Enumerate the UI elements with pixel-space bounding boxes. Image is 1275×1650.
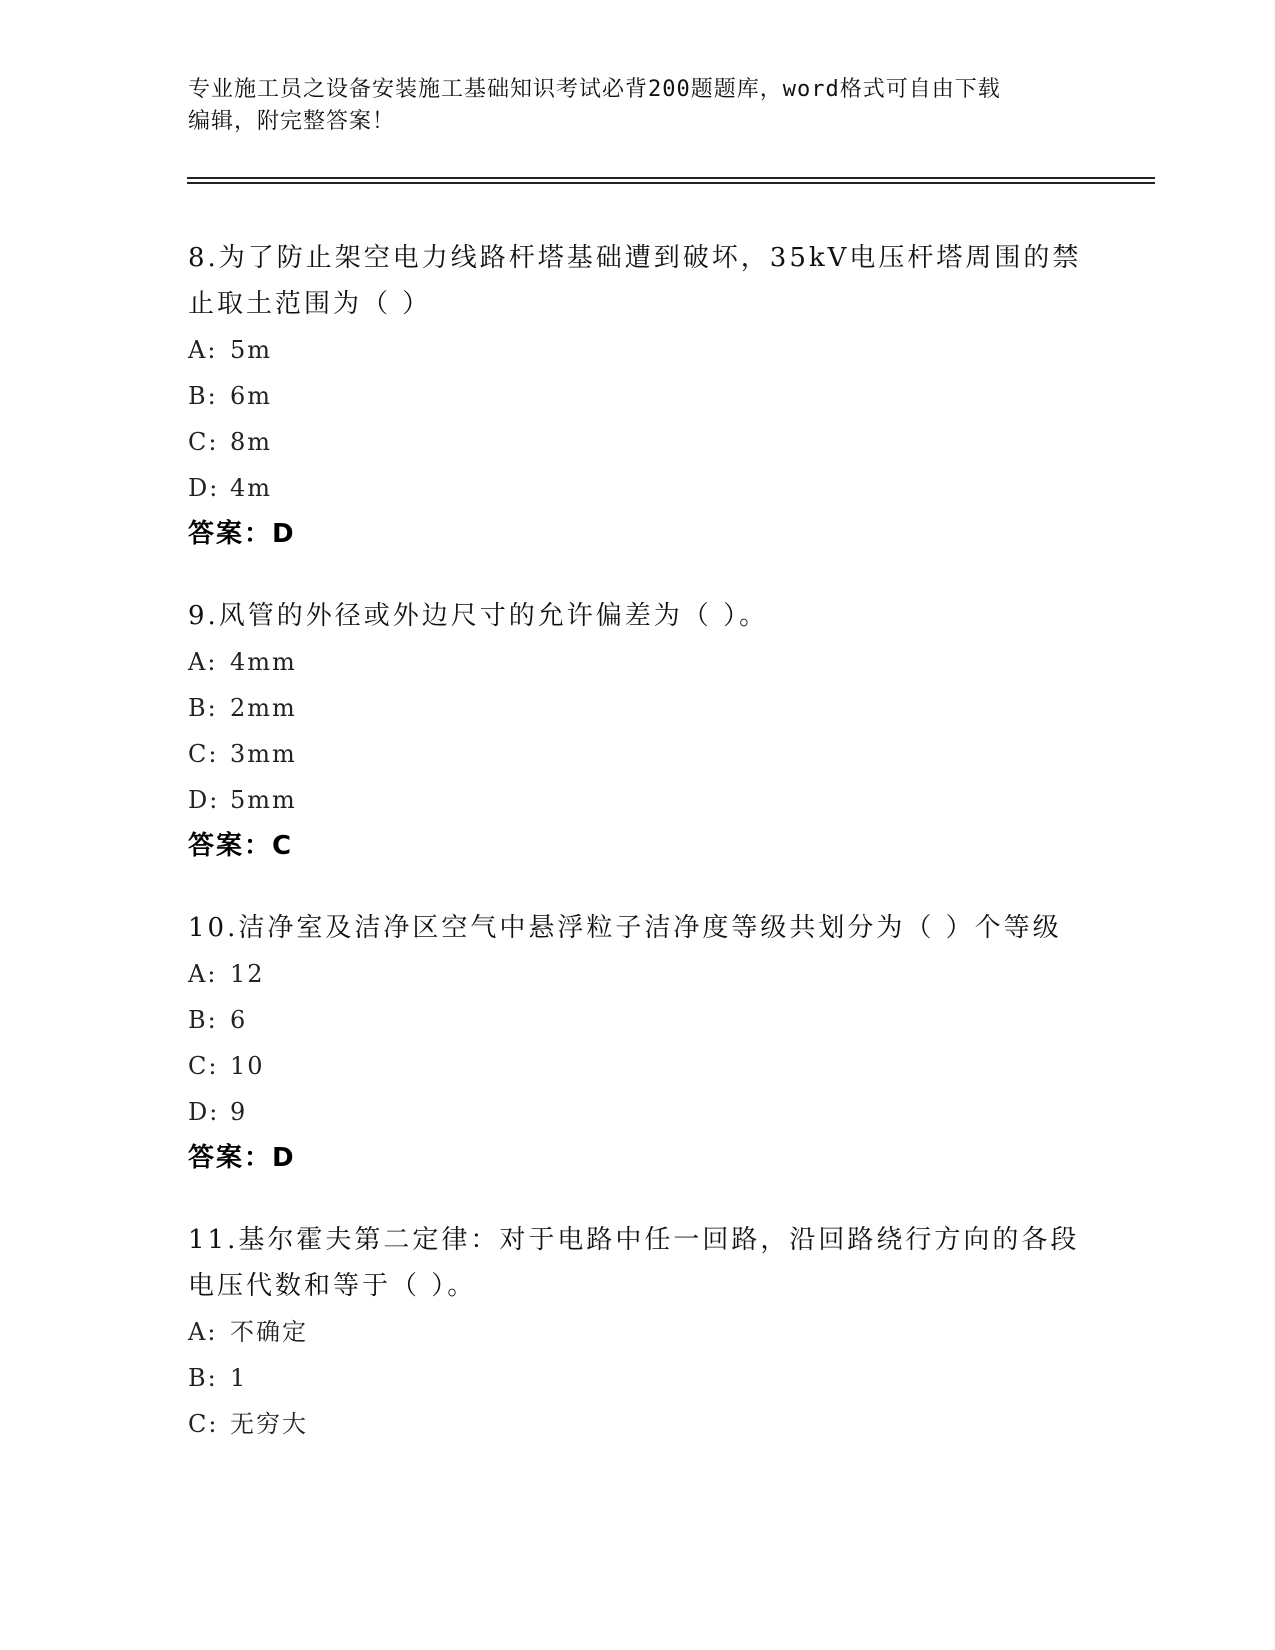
option-c xyxy=(188,419,1088,465)
option-key: B: xyxy=(188,694,218,722)
header-divider-bottom xyxy=(187,182,1155,184)
option-text: 4m xyxy=(230,474,273,502)
option-a xyxy=(188,1309,1088,1355)
question-9 xyxy=(188,593,1088,869)
option-text: 2mm xyxy=(230,694,297,722)
option-key: A: xyxy=(188,960,218,988)
option-c xyxy=(188,1043,1088,1089)
option-text: 6m xyxy=(230,382,273,410)
question-stem-line: 9.风管的外径或外边尺寸的允许偏差为（ ）。 xyxy=(188,601,769,631)
option-key: D: xyxy=(188,786,220,814)
document-header xyxy=(188,74,1088,138)
option-text: 3mm xyxy=(230,740,297,768)
option-text: 无穷大 xyxy=(230,1410,308,1438)
question-stem-line: 10.洁净室及洁净区空气中悬浮粒子洁净度等级共划分为（ ）个等级 xyxy=(188,913,1062,943)
header-divider-top xyxy=(187,177,1155,179)
option-key: C: xyxy=(188,740,219,768)
option-key: D: xyxy=(188,474,220,502)
question-stem-line: 8.为了防止架空电力线路杆塔基础遭到破坏，35kV电压杆塔周围的禁 xyxy=(188,243,1082,273)
answer-line: 答案：D xyxy=(188,1143,296,1173)
option-a xyxy=(188,639,1088,685)
option-a xyxy=(188,951,1088,997)
option-key: A: xyxy=(188,648,218,676)
answer-line: 答案：D xyxy=(188,519,296,549)
option-c xyxy=(188,731,1088,777)
option-key: B: xyxy=(188,1364,218,1392)
option-key: C: xyxy=(188,1410,219,1438)
question-11 xyxy=(188,1217,1088,1447)
option-text: 不确定 xyxy=(230,1318,308,1346)
option-key: A: xyxy=(188,336,218,364)
option-key: C: xyxy=(188,428,219,456)
option-d xyxy=(188,465,1088,511)
option-c xyxy=(188,1401,1088,1447)
option-d xyxy=(188,1089,1088,1135)
question-list xyxy=(188,235,1088,1483)
option-text: 10 xyxy=(230,1052,265,1080)
answer-line: 答案：C xyxy=(188,831,294,861)
option-text: 6 xyxy=(230,1006,248,1034)
option-key: B: xyxy=(188,382,218,410)
header-title-line-1: 专业施工员之设备安装施工基础知识考试必背200题题库，word格式可自由下载 xyxy=(188,77,1001,102)
option-key: C: xyxy=(188,1052,219,1080)
question-stem-line: 止取土范围为（ ） xyxy=(188,289,432,319)
option-key: D: xyxy=(188,1098,220,1126)
option-text: 9 xyxy=(230,1098,248,1126)
option-a xyxy=(188,327,1088,373)
option-b xyxy=(188,1355,1088,1401)
option-text: 5m xyxy=(230,336,273,364)
question-stem-line: 电压代数和等于（ ）。 xyxy=(188,1271,477,1301)
question-8 xyxy=(188,235,1088,557)
option-text: 4mm xyxy=(230,648,297,676)
header-title-line-2: 编辑，附完整答案！ xyxy=(188,109,396,134)
option-b xyxy=(188,685,1088,731)
option-b xyxy=(188,373,1088,419)
option-key: A: xyxy=(188,1318,218,1346)
option-text: 12 xyxy=(230,960,265,988)
option-text: 8m xyxy=(230,428,273,456)
option-d xyxy=(188,777,1088,823)
option-b xyxy=(188,997,1088,1043)
option-text: 5mm xyxy=(230,786,297,814)
option-key: B: xyxy=(188,1006,218,1034)
question-stem-line: 11.基尔霍夫第二定律：对于电路中任一回路，沿回路绕行方向的各段 xyxy=(188,1225,1080,1255)
question-10 xyxy=(188,905,1088,1181)
option-text: 1 xyxy=(230,1364,248,1392)
